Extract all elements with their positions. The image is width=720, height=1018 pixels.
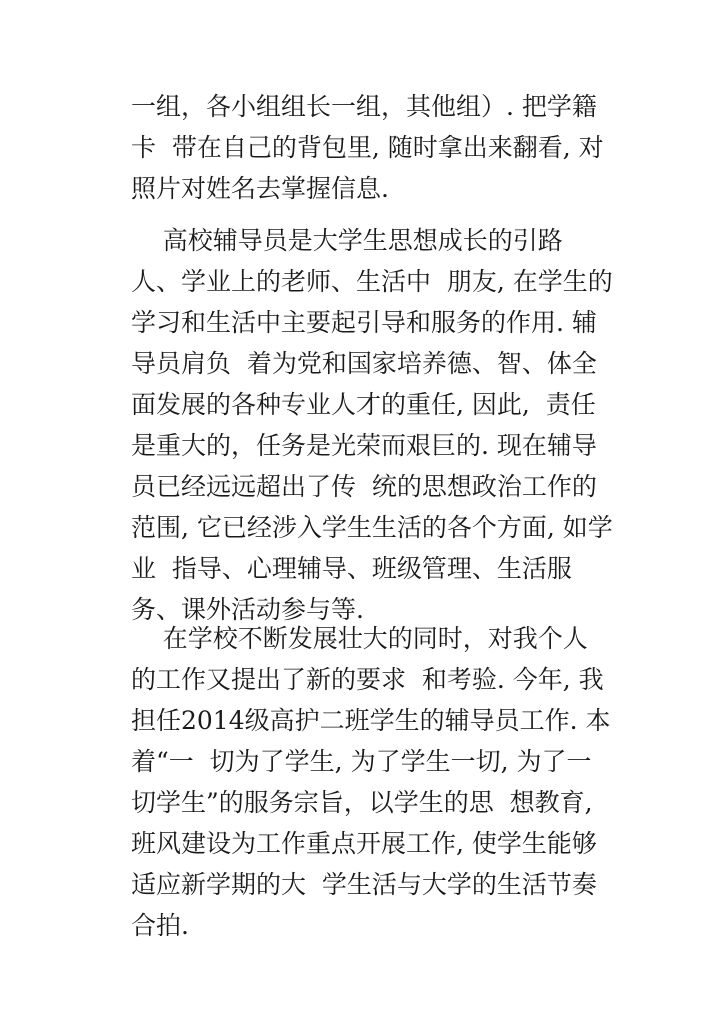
text-line: 高校辅导员是大学生思想成长的引路 [131,226,563,255]
text-line: 范围, 它已经涉入学生生活的各个方面, 如学 [131,513,613,542]
text-line: 适应新学期的大 学生活与大学的生活节奏 [131,870,597,899]
text-line: 一组，各小组组长一组，其他组）. 把学籍 [131,92,597,121]
text-line: 是重大的，任务是光荣而艰巨的. 现在辅导 [131,431,597,460]
text-line: 导员肩负 着为党和国家培养德、智、体全 [131,349,597,378]
text-line: 着“一 切为了学生, 为了学生一切, 为了一 [131,747,592,776]
text-line: 务、课外活动参与等. [131,595,364,624]
text-line: 人、学业上的老师、生活中 朋友, 在学生的 [131,267,613,296]
paragraph-3 [131,618,611,946]
text-line: 卡 带在自己的背包里, 随时拿出来翻看, 对 [131,133,604,162]
paragraph-2 [131,220,613,630]
text-line: 担任2014级高护二班学生的辅导员工作. 本 [131,706,611,735]
text-line: 在学校不断发展壮大的同时，对我个人 [131,624,588,653]
text-line: 切学生”的服务宗旨，以学生的思 想教育, [131,788,593,817]
text-line: 业 指导、心理辅导、班级管理、生活服 [131,554,572,583]
text-line: 照片对姓名去掌握信息. [131,174,389,203]
text-line: 合拍. [131,911,189,940]
text-line: 学习和生活中主要起引导和服务的作用. 辅 [131,308,597,337]
text-line: 的工作又提出了新的要求 和考验. 今年, 我 [131,665,604,694]
text-line: 面发展的各种专业人才的重任, 因此, 责任 [131,390,596,419]
text-line: 班风建设为工作重点开展工作, 使学生能够 [131,829,597,858]
text-line: 员已经远远超出了传 统的思想政治工作的 [131,472,597,501]
paragraph-1 [131,86,604,209]
